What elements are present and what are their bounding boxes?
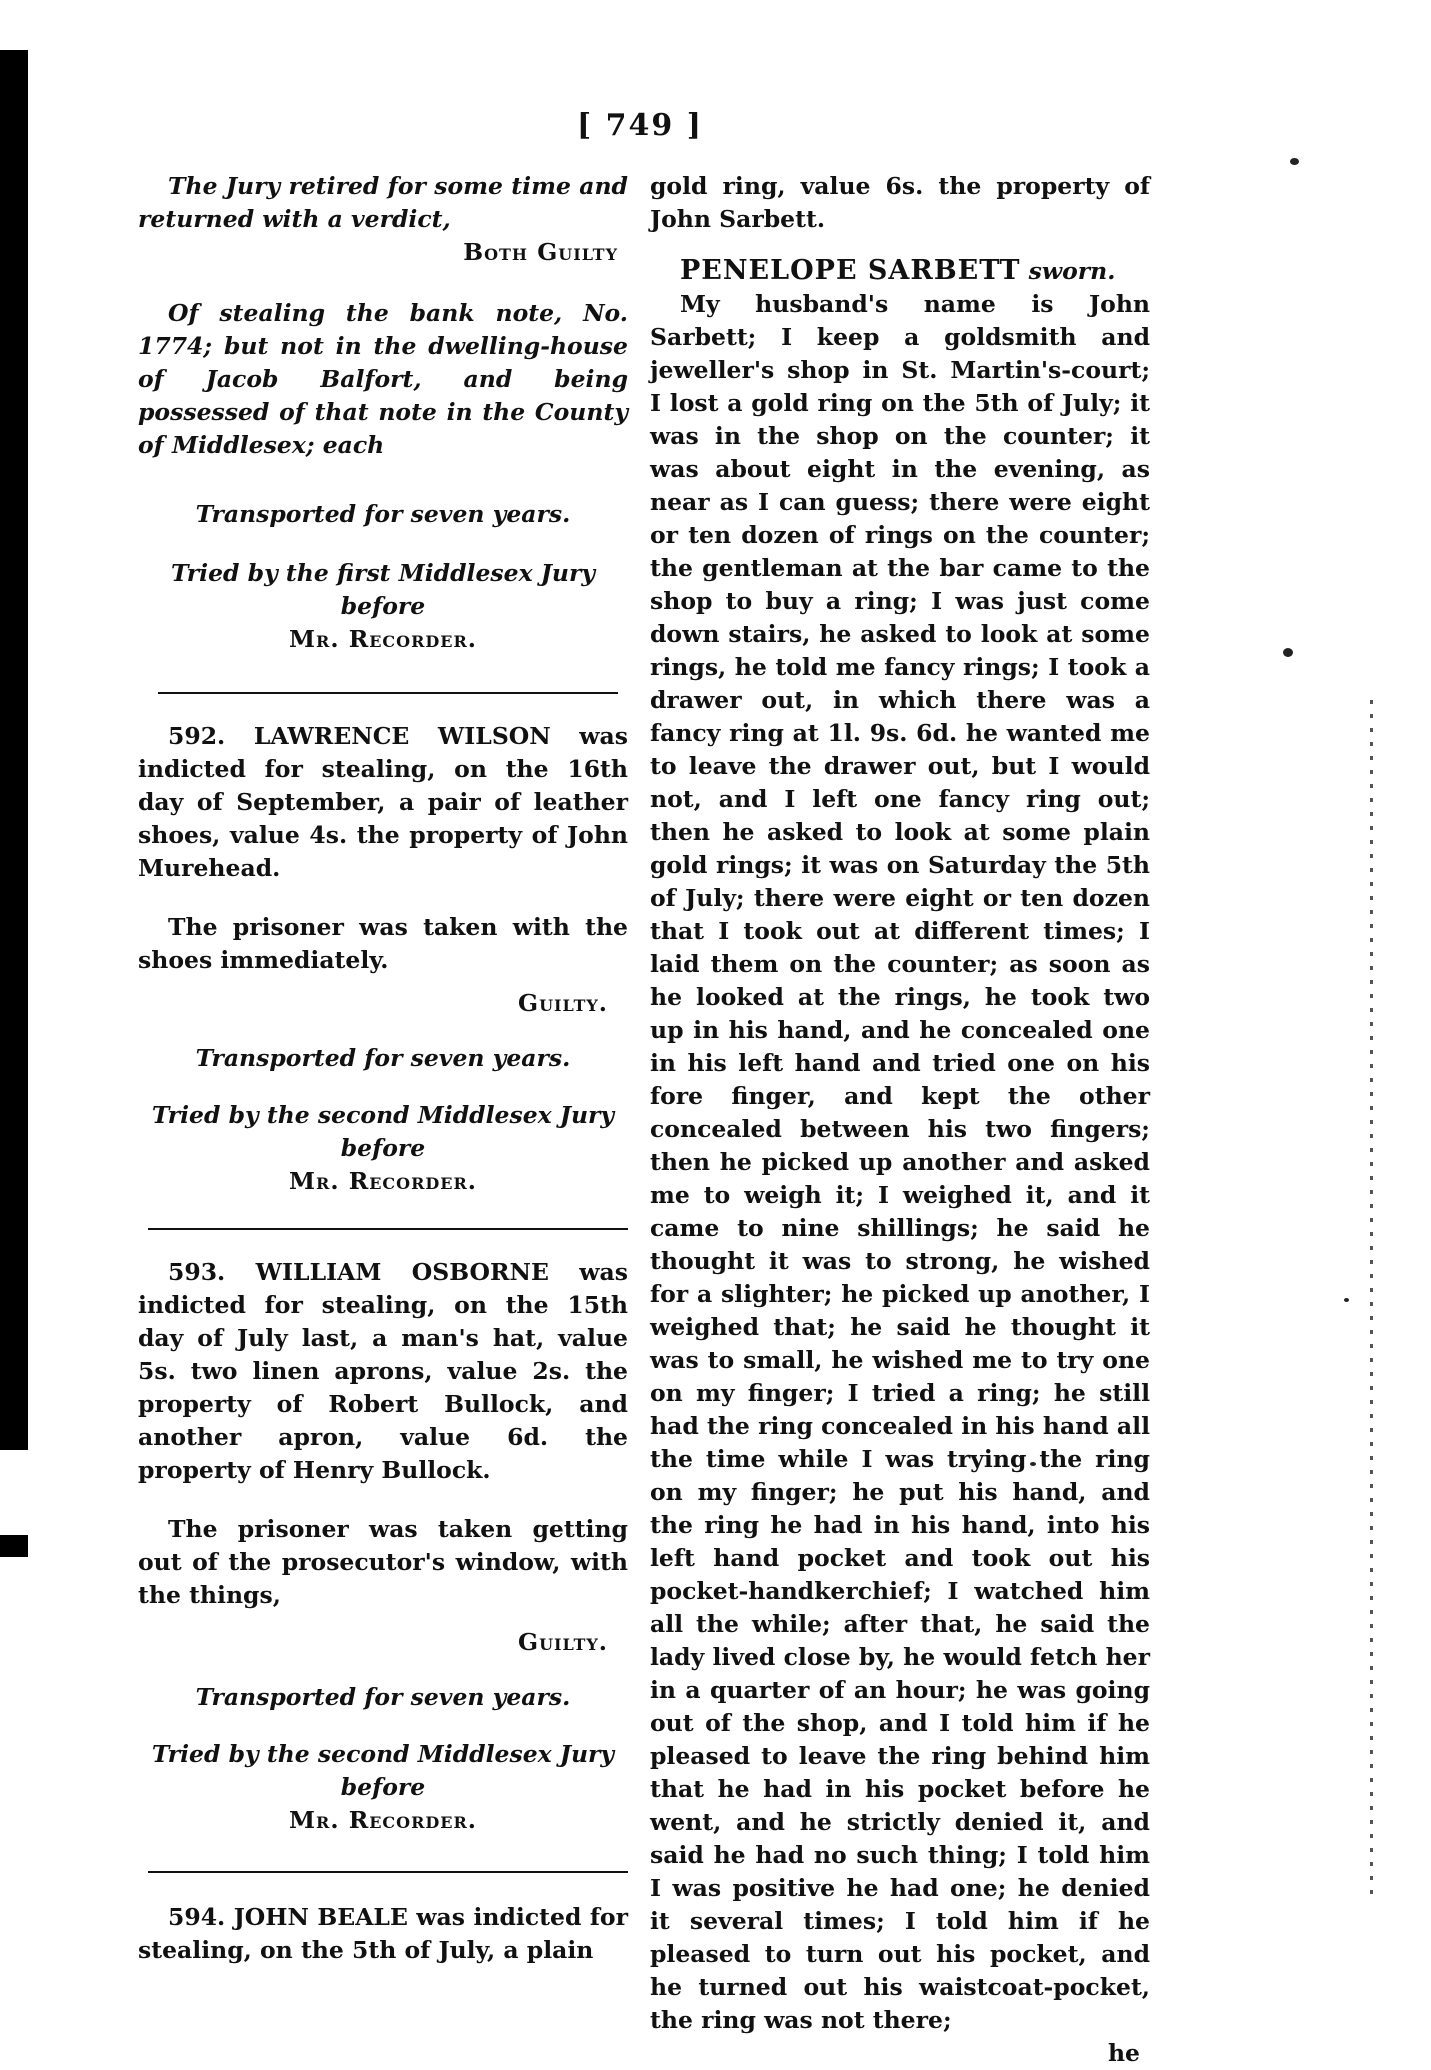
- scan-right-edge: [1370, 700, 1373, 1900]
- tried-by-jury: Tried by the second Middlesex Jury before: [151, 1101, 615, 1162]
- tried-judge: Mr. Recorder.: [289, 1167, 477, 1195]
- witness-name: PENELOPE SARBETT: [680, 255, 1021, 286]
- jury-retired-text: The Jury retired for some time and returned with a verdict,: [138, 172, 628, 233]
- case-593-verdict: Guilty.: [518, 1628, 608, 1656]
- scan-speck: [1283, 648, 1293, 657]
- catchword: he: [1107, 2039, 1140, 2067]
- scan-edge-mark: [0, 1535, 28, 1557]
- case-593-indictment: 593. WILLIAM OSBORNE was indicted for stealing, on the 15th day of July last, a man's hat, value 5s. two linen aprons, value 2s. the property of Robert Bullock, and another apron, value 6d. the property of Henry Bullock.: [138, 1258, 628, 1484]
- sentence-transported: Transported for seven years.: [195, 1683, 571, 1711]
- case-592-verdict: Guilty.: [518, 989, 608, 1017]
- scan-speck: [1290, 158, 1299, 165]
- scan-edge-bar: [0, 50, 28, 1450]
- tried-judge: Mr. Recorder.: [289, 1806, 477, 1834]
- case-594-indictment: 594. JOHN BEALE was indicted for stealing, on the 5th of July, a plain: [138, 1903, 628, 1964]
- witness-testimony: My husband's name is John Sarbett; I keep a goldsmith and jeweller's shop in St. Martin's-court; I lost a gold ring on the 5th of July; it was in the shop on the counter; it was about eight in the evening, as near as I can guess; there were eight or ten dozen of rings on the counter; the gentleman at the bar came to the shop to buy a ring; I was just come down stairs, he asked to look at some rings, he told me fancy rings; I took a drawer out, in which there was a fancy ring at 1l. 9s. 6d. he wanted me to leave the drawer out, but I would not, and I left one fancy ring out; then he asked to look at some plain gold rings; it was on Saturday the 5th of July; there were eight or ten dozen that I took out at different times; I laid them on the counter; as soon as he looked at the rings, he took two up in his hand, and he concealed one in his left hand and tried one on his fore finger, and kept the other concealed between his two fingers; then he picked up another and asked me to weigh it; I weighed it, and it came to nine shillings; he said he thought it was to strong, he wished for a slighter; he picked up another, I weighed that; he said he thought it was to small, he wished me to try one on my finger; I tried a ring; he still had the ring concealed in his hand all the time while I was trying the ring on my finger; he put his hand, and the ring he had in his hand, into his left hand pocket and took out his pocket-handkerchief; I watched him all the while; after that, he said the lady lived close by, he would fetch her in a quarter of an hour; he was going out of the shop, and I told him if he pleased to leave the ring behind him that he had in his pocket before he went, and he strictly denied it, and said he had no such thing; I told him I was positive he had one; he denied it several times; I told him if he pleased to turn out his pocket, and he turned out his waistcoat-pocket, the ring was not there;: [650, 290, 1150, 2034]
- section-divider: [158, 692, 618, 694]
- tried-by-jury: Tried by the second Middlesex Jury before: [151, 1740, 615, 1801]
- right-column: [650, 170, 1150, 2070]
- case-592-note: The prisoner was taken with the shoes immediately.: [138, 913, 628, 974]
- tried-judge: Mr. Recorder.: [289, 625, 477, 653]
- sentence-transported: Transported for seven years.: [195, 1044, 571, 1072]
- left-column: [138, 170, 628, 1967]
- tried-by-jury: Tried by the first Middlesex Jury before: [170, 559, 596, 620]
- verdict-both-guilty: Both Guilty: [463, 238, 618, 266]
- scan-speck: [1344, 1298, 1349, 1302]
- verdict-detail: Of stealing the bank note, No. 1774; but not in the dwelling-house of Jacob Balfort, and being possessed of that note in the County of Middlesex; each: [138, 299, 628, 459]
- case-592-indictment: 592. LAWRENCE WILSON was indicted for stealing, on the 16th day of September, a pair of leather shoes, value 4s. the property of John Murehead.: [138, 722, 628, 882]
- witness-heading: [650, 254, 1150, 288]
- case-594-continuation: gold ring, value 6s. the property of John Sarbett.: [650, 172, 1150, 233]
- witness-sworn: sworn.: [1028, 257, 1116, 285]
- page-number: [ 749 ]: [577, 108, 703, 143]
- case-593-note: The prisoner was taken getting out of the prosecutor's window, with the things,: [138, 1515, 628, 1609]
- sentence-transported: Transported for seven years.: [195, 500, 571, 528]
- section-divider: [148, 1228, 628, 1230]
- section-divider: [148, 1871, 628, 1873]
